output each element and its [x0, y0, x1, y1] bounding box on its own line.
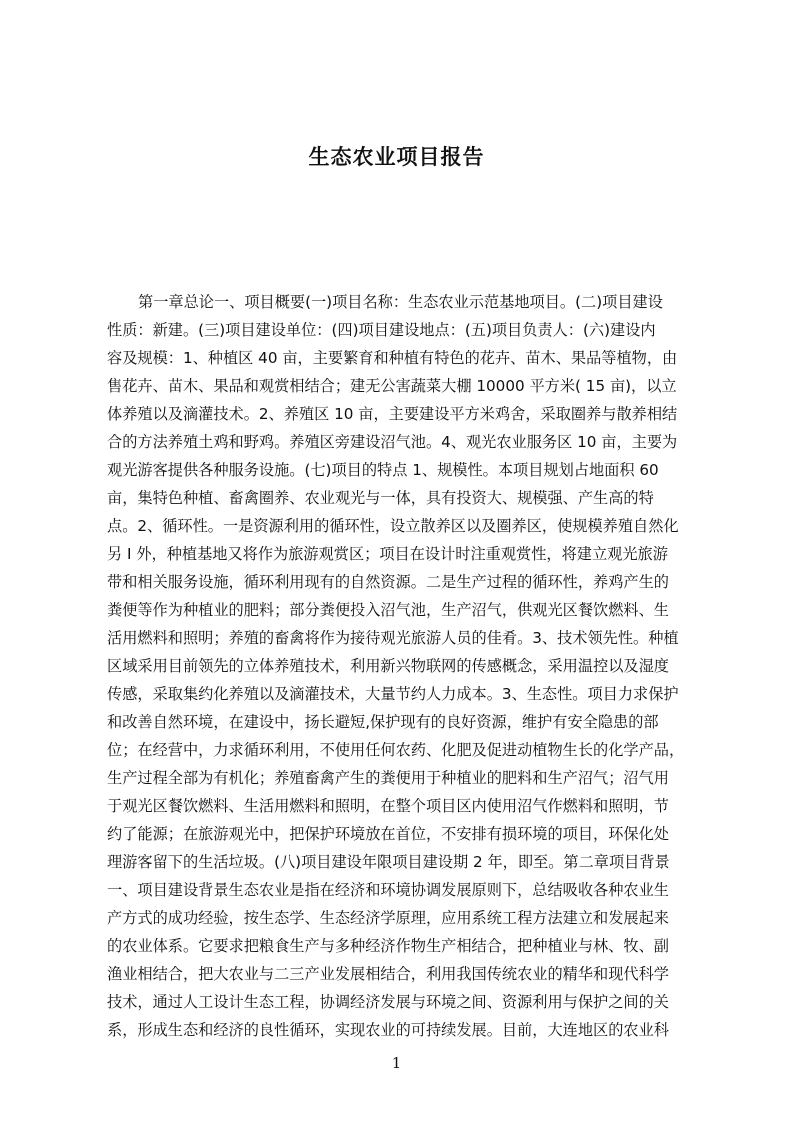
body-line: 理游客留下的生活垃圾。(八)项目建设年限项目建设期 2 年，即至。第二章项目背景 [107, 853, 670, 871]
body-line: 合的方法养殖土鸡和野鸡。养殖区旁建设沼气池。4、观光农业服务区 10 亩，主要为 [107, 433, 678, 451]
body-line: 传感，采取集约化养殖以及滴灌技术，大量节约人力成本。3、生态性。项目力求保护 [107, 685, 679, 703]
body-line: 生产过程全部为有机化；养殖畜禽产生的粪便用于种植业的肥料和生产沼气；沼气用 [107, 769, 669, 787]
body-line: 带和相关服务设施，循环利用现有的自然资源。二是生产过程的循环性，养鸡产生的 [107, 573, 669, 591]
body-line: 一、项目建设背景生态农业是指在经济和环境协调发展原则下，总结吸收各种农业生 [107, 881, 669, 899]
body-line: 活用燃料和照明；养殖的畜禽将作为接待观光旅游人员的佳肴。3、技术领先性。种植 [107, 629, 679, 647]
body-line: 于观光区餐饮燃料、生活用燃料和照明，在整个项目区内使用沼气作燃料和照明，节 [107, 797, 669, 815]
page-number: 1 [391, 1054, 402, 1072]
body-line: 另 I 外，种植基地又将作为旅游观赏区；项目在设计时注重观赏性，将建立观光旅游 [107, 545, 668, 563]
body-line: 位；在经营中，力求循环利用，不使用任何农药、化肥及促进动植物生长的化学产品， [107, 741, 685, 759]
body-line: 产方式的成功经验，按生态学、生态经济学原理，应用系统工程方法建立和发展起来 [107, 909, 669, 927]
body-line: 点。2、循环性。一是资源利用的循环性，设立散养区以及圈养区，使规模养殖自然化 [107, 517, 679, 535]
body-line: 体养殖以及滴灌技术。2、养殖区 10 亩，主要建设平方米鸡舍，采取圈养与散养相结 [107, 405, 678, 423]
body-line: 的农业体系。它要求把粮食生产与多种经济作物生产相结合，把种植业与林、牧、副 [107, 937, 669, 955]
body-line: 售花卉、苗木、果品和观赏相结合；建无公害蔬菜大棚 10000 平方米( 15 亩)，以立 [107, 377, 677, 395]
body-line: 性质：新建。(三)项目建设单位：(四)项目建设地点：(五)项目负责人：(六)建设内 [107, 321, 656, 339]
body-line: 第一章总论一、项目概要(一)项目名称：生态农业示范基地项目。(二)项目建设 [138, 293, 663, 311]
body-line: 粪便等作为种植业的肥料；部分粪便投入沼气池，生产沼气，供观光区餐饮燃料、生 [107, 601, 669, 619]
body-line: 区域采用目前领先的立体养殖技术，利用新兴物联网的传感概念，采用温控以及湿度 [107, 657, 669, 675]
body-line: 渔业相结合，把大农业与二三产业发展相结合，利用我国传统农业的精华和现代科学 [107, 965, 669, 983]
body-line: 容及规模：1、种植区 40 亩，主要繁育和种植有特色的花卉、苗木、果品等植物，由 [107, 349, 678, 367]
body-line: 和改善自然环境，在建设中，扬长避短,保护现有的良好资源，维护有安全隐患的部 [107, 713, 659, 731]
body-line: 观光游客提供各种服务设施。(七)项目的特点 1、规模性。本项目规划占地面积 60 [107, 461, 659, 479]
body-line: 约了能源；在旅游观光中，把保护环境放在首位，不安排有损环境的项目，环保化处 [107, 825, 669, 843]
body-text [107, 288, 699, 1044]
page-title: 生态农业项目报告 [308, 145, 485, 169]
body-line: 系，形成生态和经济的良性循环，实现农业的可持续发展。目前，大连地区的农业科 [107, 1021, 669, 1039]
body-line: 亩，集特色种植、畜禽圈养、农业观光与一体，具有投资大、规模强、产生高的特 [107, 489, 654, 507]
body-line: 技术，通过人工设计生态工程，协调经济发展与环境之间、资源利用与保护之间的关 [107, 993, 669, 1011]
